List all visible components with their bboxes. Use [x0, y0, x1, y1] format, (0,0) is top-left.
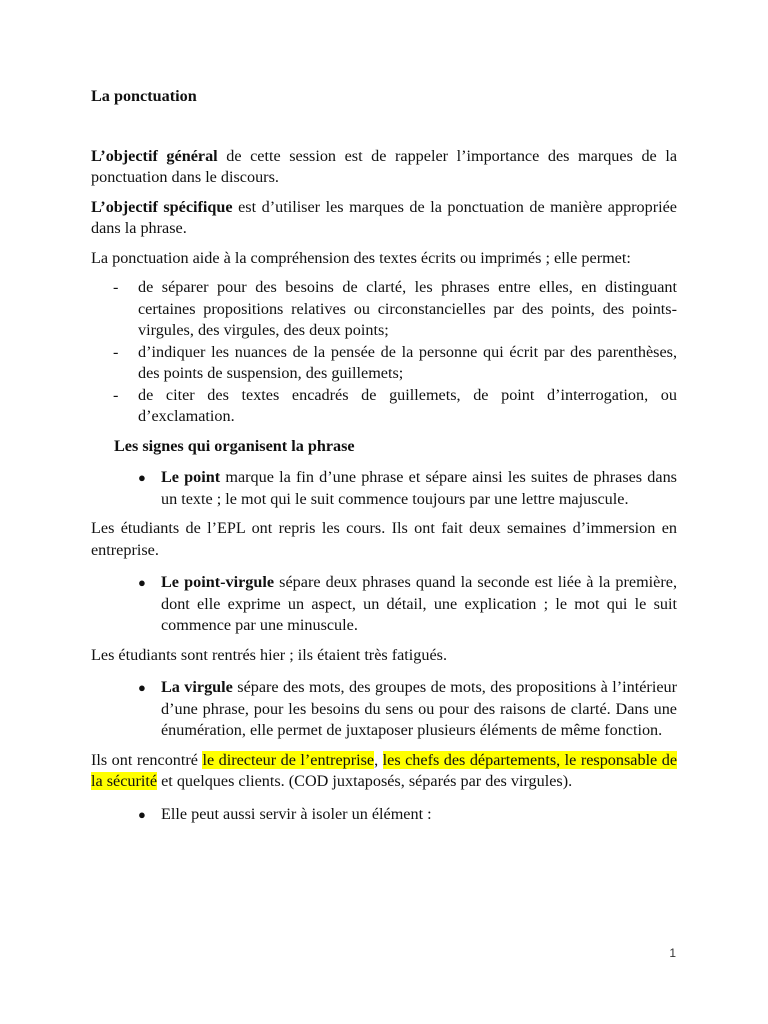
objectif-general-paragraph [91, 146, 677, 189]
highlight-chefs-responsable: les chefs des départements, le responsable de la sécurité [91, 750, 678, 790]
example-virgule [91, 750, 677, 793]
document-page [91, 86, 677, 833]
intro-paragraph: La ponctuation aide à la compréhension des textes écrits ou imprimés ; elle permet: [91, 248, 631, 267]
example-point: Les étudiants de l’EPL ont repris les cours. Ils ont fait deux semaines d’immersion en entreprise. [91, 519, 677, 559]
bullet-text: sépare deux phrases quand la seconde est liée à la première, dont elle exprime un aspect, un détail, une explication ; le mot qui le suit commence par une minuscule. [161, 573, 677, 634]
objectif-specifique-label: L’objectif spécifique [91, 197, 233, 216]
bullet-dot-icon: ● [138, 575, 146, 590]
bullet-text: Elle peut aussi servir à isoler un élément : [161, 804, 432, 823]
bullet-dot-icon: ● [138, 470, 146, 485]
list-item: - de séparer pour des besoins de clarté, les phrases entre elles, en distinguant certaines propositions relatives ou circonstancielles par des points, des points-virgules, des virgules, des deux points; [91, 277, 677, 342]
bullet-item-isoler [91, 804, 677, 826]
example-text-after: et quelques clients. (COD juxtaposés, séparés par des virgules). [157, 772, 573, 790]
example-point-virgule: Les étudiants sont rentrés hier ; ils étaient très fatigués. [91, 645, 448, 664]
bullet-dot-icon: ● [138, 806, 146, 822]
bullet-label: Le point [161, 468, 221, 486]
section-heading: Les signes qui organisent la phrase [114, 436, 355, 455]
objectif-specifique-paragraph [91, 197, 677, 240]
bullet-label: Le point-virgule [161, 573, 275, 591]
bullet-text: marque la fin d’une phrase et sépare ainsi les suites de phrases dans un texte ; le mot qui le suit commence toujours par une lettre majuscule. [161, 468, 677, 508]
bullet-item-point [91, 467, 677, 510]
page-number: 1 [669, 946, 676, 960]
list-item: - de citer des textes encadrés de guillemets, de point d’interrogation, ou d’exclamation. [91, 385, 677, 428]
dash-list [91, 277, 677, 428]
highlight-directeur: le directeur de l’entreprise [202, 750, 375, 769]
document-title: La ponctuation [91, 87, 197, 105]
example-separator: , [374, 750, 383, 769]
bullet-text: sépare des mots, des groupes de mots, des propositions à l’intérieur d’une phrase, pour les besoins du sens ou pour des raisons de clarté. Dans une énumération, elle permet de juxtaposer plusieurs éléments de même fonction. [161, 678, 677, 739]
bullet-dot-icon: ● [138, 680, 146, 695]
bullet-item-point-virgule [91, 572, 677, 637]
example-text-before: Ils ont rencontré [91, 750, 203, 769]
objectif-specifique-text: est d’utiliser les marques de la ponctuation de manière appropriée dans la phrase. [91, 197, 677, 237]
bullet-item-virgule [91, 677, 677, 742]
bullet-label: La virgule [161, 678, 233, 696]
objectif-general-label: L’objectif général [91, 146, 218, 165]
objectif-general-text: de cette session est de rappeler l’importance des marques de la ponctuation dans le discours. [91, 146, 677, 186]
list-item: - d’indiquer les nuances de la pensée de la personne qui écrit par des parenthèses, des points de suspension, des guillemets; [91, 342, 677, 385]
